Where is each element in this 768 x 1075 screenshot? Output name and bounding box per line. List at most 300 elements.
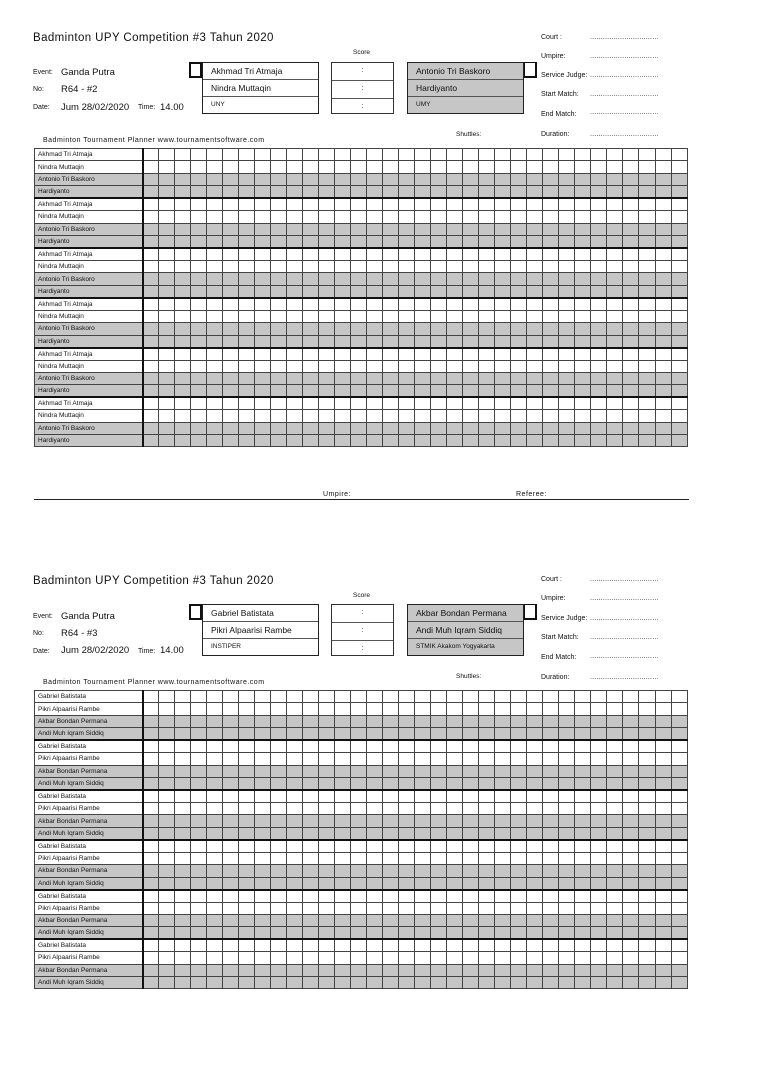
rally-cell[interactable]	[639, 198, 655, 211]
rally-cell[interactable]	[607, 790, 623, 803]
duration-field[interactable]: ................................	[590, 131, 659, 138]
rally-cell[interactable]	[399, 397, 415, 410]
rally-cell[interactable]	[143, 865, 159, 877]
rally-cell[interactable]	[527, 385, 543, 398]
rally-cell[interactable]	[607, 360, 623, 372]
rally-cell[interactable]	[479, 840, 495, 853]
rally-cell[interactable]	[335, 802, 351, 814]
rally-cell[interactable]	[255, 765, 271, 777]
rally-cell[interactable]	[447, 914, 463, 926]
rally-cell[interactable]	[239, 790, 255, 803]
rally-cell[interactable]	[447, 410, 463, 422]
rally-cell[interactable]	[607, 372, 623, 384]
rally-cell[interactable]	[191, 927, 207, 940]
rally-cell[interactable]	[335, 703, 351, 715]
rally-cell[interactable]	[287, 753, 303, 765]
rally-cell[interactable]	[303, 890, 319, 903]
rally-cell[interactable]	[303, 273, 319, 285]
rally-cell[interactable]	[639, 802, 655, 814]
rally-cell[interactable]	[415, 753, 431, 765]
rally-cell[interactable]	[175, 827, 191, 840]
rally-cell[interactable]	[431, 865, 447, 877]
rally-cell[interactable]	[287, 173, 303, 185]
rally-cell[interactable]	[447, 235, 463, 248]
rally-cell[interactable]	[575, 703, 591, 715]
rally-cell[interactable]	[559, 827, 575, 840]
rally-cell[interactable]	[303, 260, 319, 272]
rally-cell[interactable]	[543, 765, 559, 777]
rally-cell[interactable]	[287, 877, 303, 890]
rally-cell[interactable]	[191, 952, 207, 964]
rally-cell[interactable]	[287, 890, 303, 903]
rally-cell[interactable]	[335, 360, 351, 372]
rally-cell[interactable]	[335, 890, 351, 903]
rally-cell[interactable]	[607, 149, 623, 161]
rally-cell[interactable]	[495, 728, 511, 741]
rally-cell[interactable]	[319, 298, 335, 311]
rally-cell[interactable]	[431, 703, 447, 715]
rally-cell[interactable]	[527, 877, 543, 890]
score-game-1[interactable]: :	[332, 605, 393, 623]
rally-cell[interactable]	[671, 740, 687, 753]
rally-cell[interactable]	[175, 703, 191, 715]
rally-cell[interactable]	[607, 298, 623, 311]
rally-cell[interactable]	[271, 952, 287, 964]
rally-cell[interactable]	[271, 348, 287, 361]
rally-cell[interactable]	[175, 964, 191, 976]
rally-cell[interactable]	[415, 728, 431, 741]
rally-cell[interactable]	[575, 765, 591, 777]
rally-cell[interactable]	[415, 410, 431, 422]
rally-cell[interactable]	[367, 323, 383, 335]
rally-cell[interactable]	[271, 815, 287, 827]
rally-cell[interactable]	[463, 927, 479, 940]
rally-cell[interactable]	[447, 273, 463, 285]
rally-cell[interactable]	[591, 964, 607, 976]
rally-cell[interactable]	[639, 728, 655, 741]
rally-cell[interactable]	[335, 765, 351, 777]
rally-cell[interactable]	[191, 273, 207, 285]
rally-cell[interactable]	[527, 840, 543, 853]
rally-cell[interactable]	[623, 323, 639, 335]
rally-cell[interactable]	[223, 273, 239, 285]
rally-cell[interactable]	[479, 777, 495, 790]
rally-cell[interactable]	[239, 877, 255, 890]
rally-cell[interactable]	[399, 802, 415, 814]
rally-cell[interactable]	[287, 422, 303, 434]
rally-cell[interactable]	[639, 173, 655, 185]
rally-cell[interactable]	[479, 952, 495, 964]
rally-cell[interactable]	[559, 977, 575, 989]
rally-cell[interactable]	[527, 397, 543, 410]
rally-cell[interactable]	[287, 385, 303, 398]
rally-cell[interactable]	[287, 939, 303, 952]
rally-cell[interactable]	[175, 927, 191, 940]
rally-cell[interactable]	[495, 285, 511, 298]
rally-cell[interactable]	[495, 298, 511, 311]
rally-cell[interactable]	[255, 186, 271, 199]
rally-cell[interactable]	[335, 865, 351, 877]
rally-cell[interactable]	[495, 223, 511, 235]
rally-cell[interactable]	[399, 777, 415, 790]
rally-cell[interactable]	[271, 877, 287, 890]
rally-cell[interactable]	[479, 852, 495, 864]
rally-cell[interactable]	[383, 802, 399, 814]
rally-cell[interactable]	[639, 149, 655, 161]
rally-cell[interactable]	[207, 927, 223, 940]
rally-cell[interactable]	[479, 802, 495, 814]
rally-cell[interactable]	[207, 298, 223, 311]
rally-cell[interactable]	[335, 435, 351, 447]
rally-cell[interactable]	[191, 740, 207, 753]
rally-cell[interactable]	[431, 691, 447, 703]
rally-cell[interactable]	[607, 703, 623, 715]
rally-cell[interactable]	[671, 161, 687, 173]
rally-cell[interactable]	[527, 260, 543, 272]
rally-cell[interactable]	[415, 348, 431, 361]
rally-cell[interactable]	[463, 765, 479, 777]
rally-cell[interactable]	[239, 298, 255, 311]
rally-cell[interactable]	[319, 827, 335, 840]
rally-cell[interactable]	[287, 691, 303, 703]
rally-cell[interactable]	[591, 902, 607, 914]
rally-cell[interactable]	[207, 952, 223, 964]
rally-cell[interactable]	[431, 410, 447, 422]
rally-cell[interactable]	[383, 410, 399, 422]
rally-cell[interactable]	[559, 298, 575, 311]
rally-cell[interactable]	[527, 939, 543, 952]
rally-cell[interactable]	[159, 235, 175, 248]
rally-cell[interactable]	[159, 815, 175, 827]
rally-cell[interactable]	[303, 211, 319, 223]
rally-cell[interactable]	[511, 777, 527, 790]
rally-cell[interactable]	[399, 211, 415, 223]
rally-cell[interactable]	[351, 827, 367, 840]
rally-cell[interactable]	[591, 310, 607, 322]
rally-cell[interactable]	[255, 777, 271, 790]
rally-cell[interactable]	[287, 161, 303, 173]
rally-cell[interactable]	[191, 865, 207, 877]
rally-cell[interactable]	[511, 435, 527, 447]
rally-cell[interactable]	[511, 802, 527, 814]
rally-cell[interactable]	[271, 397, 287, 410]
rally-cell[interactable]	[255, 235, 271, 248]
rally-cell[interactable]	[351, 360, 367, 372]
rally-cell[interactable]	[463, 790, 479, 803]
rally-cell[interactable]	[415, 260, 431, 272]
rally-cell[interactable]	[287, 223, 303, 235]
rally-cell[interactable]	[431, 260, 447, 272]
rally-cell[interactable]	[223, 310, 239, 322]
rally-cell[interactable]	[383, 360, 399, 372]
rally-cell[interactable]	[431, 840, 447, 853]
rally-cell[interactable]	[399, 840, 415, 853]
rally-cell[interactable]	[639, 422, 655, 434]
rally-cell[interactable]	[607, 964, 623, 976]
rally-cell[interactable]	[623, 149, 639, 161]
rally-cell[interactable]	[335, 815, 351, 827]
rally-cell[interactable]	[671, 211, 687, 223]
rally-cell[interactable]	[191, 827, 207, 840]
rally-cell[interactable]	[255, 865, 271, 877]
rally-cell[interactable]	[159, 852, 175, 864]
rally-cell[interactable]	[175, 348, 191, 361]
rally-cell[interactable]	[511, 977, 527, 989]
rally-cell[interactable]	[655, 977, 671, 989]
rally-cell[interactable]	[431, 422, 447, 434]
rally-cell[interactable]	[607, 198, 623, 211]
rally-cell[interactable]	[271, 703, 287, 715]
rally-cell[interactable]	[207, 323, 223, 335]
rally-cell[interactable]	[335, 223, 351, 235]
rally-cell[interactable]	[463, 691, 479, 703]
rally-cell[interactable]	[383, 765, 399, 777]
rally-cell[interactable]	[191, 939, 207, 952]
rally-cell[interactable]	[655, 728, 671, 741]
rally-cell[interactable]	[175, 385, 191, 398]
rally-cell[interactable]	[191, 149, 207, 161]
rally-cell[interactable]	[623, 385, 639, 398]
rally-cell[interactable]	[479, 285, 495, 298]
rally-cell[interactable]	[463, 285, 479, 298]
rally-cell[interactable]	[431, 952, 447, 964]
rally-cell[interactable]	[271, 235, 287, 248]
rally-cell[interactable]	[511, 753, 527, 765]
rally-cell[interactable]	[479, 715, 495, 727]
rally-cell[interactable]	[191, 223, 207, 235]
rally-cell[interactable]	[511, 173, 527, 185]
rally-cell[interactable]	[239, 914, 255, 926]
rally-cell[interactable]	[511, 211, 527, 223]
rally-cell[interactable]	[623, 964, 639, 976]
rally-cell[interactable]	[671, 285, 687, 298]
rally-cell[interactable]	[255, 198, 271, 211]
rally-cell[interactable]	[431, 186, 447, 199]
rally-cell[interactable]	[191, 186, 207, 199]
rally-cell[interactable]	[591, 865, 607, 877]
rally-cell[interactable]	[175, 149, 191, 161]
rally-cell[interactable]	[607, 211, 623, 223]
rally-cell[interactable]	[143, 348, 159, 361]
rally-cell[interactable]	[351, 435, 367, 447]
rally-cell[interactable]	[399, 765, 415, 777]
rally-cell[interactable]	[319, 310, 335, 322]
rally-cell[interactable]	[303, 715, 319, 727]
rally-cell[interactable]	[399, 703, 415, 715]
rally-cell[interactable]	[655, 186, 671, 199]
rally-cell[interactable]	[447, 840, 463, 853]
rally-cell[interactable]	[303, 877, 319, 890]
rally-cell[interactable]	[543, 435, 559, 447]
rally-cell[interactable]	[223, 753, 239, 765]
rally-cell[interactable]	[671, 348, 687, 361]
rally-cell[interactable]	[639, 348, 655, 361]
end-match-field[interactable]: ................................	[590, 109, 659, 116]
rally-cell[interactable]	[575, 852, 591, 864]
rally-cell[interactable]	[431, 765, 447, 777]
rally-cell[interactable]	[255, 728, 271, 741]
rally-cell[interactable]	[415, 790, 431, 803]
rally-cell[interactable]	[511, 952, 527, 964]
rally-cell[interactable]	[207, 914, 223, 926]
rally-cell[interactable]	[575, 211, 591, 223]
rally-cell[interactable]	[655, 927, 671, 940]
rally-cell[interactable]	[207, 890, 223, 903]
rally-cell[interactable]	[591, 223, 607, 235]
rally-cell[interactable]	[495, 397, 511, 410]
rally-cell[interactable]	[431, 914, 447, 926]
rally-cell[interactable]	[159, 952, 175, 964]
rally-cell[interactable]	[655, 715, 671, 727]
rally-cell[interactable]	[239, 927, 255, 940]
rally-cell[interactable]	[495, 740, 511, 753]
rally-cell[interactable]	[527, 715, 543, 727]
rally-cell[interactable]	[607, 435, 623, 447]
rally-cell[interactable]	[319, 285, 335, 298]
rally-cell[interactable]	[191, 840, 207, 853]
rally-cell[interactable]	[543, 198, 559, 211]
rally-cell[interactable]	[575, 348, 591, 361]
rally-cell[interactable]	[527, 765, 543, 777]
rally-cell[interactable]	[543, 173, 559, 185]
rally-cell[interactable]	[463, 335, 479, 348]
rally-cell[interactable]	[175, 765, 191, 777]
rally-cell[interactable]	[271, 161, 287, 173]
rally-cell[interactable]	[447, 435, 463, 447]
rally-cell[interactable]	[623, 740, 639, 753]
rally-cell[interactable]	[431, 298, 447, 311]
rally-cell[interactable]	[223, 777, 239, 790]
rally-cell[interactable]	[383, 198, 399, 211]
rally-cell[interactable]	[239, 235, 255, 248]
rally-cell[interactable]	[271, 435, 287, 447]
rally-cell[interactable]	[255, 815, 271, 827]
rally-cell[interactable]	[511, 852, 527, 864]
rally-cell[interactable]	[335, 740, 351, 753]
rally-cell[interactable]	[463, 323, 479, 335]
rally-cell[interactable]	[575, 777, 591, 790]
rally-cell[interactable]	[607, 410, 623, 422]
rally-cell[interactable]	[559, 335, 575, 348]
rally-cell[interactable]	[671, 298, 687, 311]
rally-cell[interactable]	[495, 790, 511, 803]
rally-cell[interactable]	[495, 977, 511, 989]
rally-cell[interactable]	[495, 877, 511, 890]
rally-cell[interactable]	[431, 385, 447, 398]
rally-cell[interactable]	[671, 865, 687, 877]
rally-cell[interactable]	[159, 753, 175, 765]
rally-cell[interactable]	[159, 740, 175, 753]
rally-cell[interactable]	[543, 235, 559, 248]
rally-cell[interactable]	[447, 827, 463, 840]
rally-cell[interactable]	[463, 260, 479, 272]
rally-cell[interactable]	[143, 335, 159, 348]
rally-cell[interactable]	[447, 173, 463, 185]
rally-cell[interactable]	[175, 802, 191, 814]
rally-cell[interactable]	[255, 260, 271, 272]
rally-cell[interactable]	[575, 977, 591, 989]
rally-cell[interactable]	[543, 815, 559, 827]
rally-cell[interactable]	[175, 728, 191, 741]
end-match-field[interactable]: ................................	[590, 653, 659, 660]
rally-cell[interactable]	[351, 728, 367, 741]
rally-cell[interactable]	[287, 410, 303, 422]
rally-cell[interactable]	[319, 360, 335, 372]
rally-cell[interactable]	[511, 310, 527, 322]
rally-cell[interactable]	[655, 161, 671, 173]
rally-cell[interactable]	[143, 310, 159, 322]
rally-cell[interactable]	[575, 902, 591, 914]
rally-cell[interactable]	[399, 852, 415, 864]
rally-cell[interactable]	[607, 952, 623, 964]
rally-cell[interactable]	[399, 235, 415, 248]
rally-cell[interactable]	[207, 815, 223, 827]
rally-cell[interactable]	[463, 728, 479, 741]
rally-cell[interactable]	[223, 372, 239, 384]
rally-cell[interactable]	[639, 186, 655, 199]
rally-cell[interactable]	[479, 753, 495, 765]
rally-cell[interactable]	[143, 691, 159, 703]
rally-cell[interactable]	[447, 397, 463, 410]
rally-cell[interactable]	[479, 728, 495, 741]
rally-cell[interactable]	[399, 927, 415, 940]
rally-cell[interactable]	[671, 914, 687, 926]
rally-cell[interactable]	[415, 777, 431, 790]
rally-cell[interactable]	[447, 802, 463, 814]
rally-cell[interactable]	[175, 372, 191, 384]
rally-cell[interactable]	[607, 852, 623, 864]
rally-cell[interactable]	[335, 977, 351, 989]
rally-cell[interactable]	[495, 865, 511, 877]
rally-cell[interactable]	[399, 385, 415, 398]
rally-cell[interactable]	[287, 728, 303, 741]
rally-cell[interactable]	[431, 890, 447, 903]
rally-cell[interactable]	[655, 273, 671, 285]
rally-cell[interactable]	[623, 310, 639, 322]
court-field[interactable]: ................................	[590, 576, 659, 583]
rally-cell[interactable]	[239, 410, 255, 422]
rally-cell[interactable]	[143, 161, 159, 173]
rally-cell[interactable]	[175, 186, 191, 199]
rally-cell[interactable]	[671, 397, 687, 410]
rally-cell[interactable]	[351, 703, 367, 715]
rally-cell[interactable]	[207, 235, 223, 248]
rally-cell[interactable]	[383, 691, 399, 703]
rally-cell[interactable]	[399, 335, 415, 348]
rally-cell[interactable]	[671, 198, 687, 211]
rally-cell[interactable]	[623, 852, 639, 864]
rally-cell[interactable]	[143, 753, 159, 765]
rally-cell[interactable]	[543, 298, 559, 311]
rally-cell[interactable]	[623, 840, 639, 853]
rally-cell[interactable]	[415, 902, 431, 914]
rally-cell[interactable]	[303, 777, 319, 790]
rally-cell[interactable]	[639, 890, 655, 903]
rally-cell[interactable]	[575, 952, 591, 964]
rally-cell[interactable]	[159, 223, 175, 235]
rally-cell[interactable]	[383, 852, 399, 864]
rally-cell[interactable]	[367, 952, 383, 964]
rally-cell[interactable]	[191, 728, 207, 741]
rally-cell[interactable]	[479, 310, 495, 322]
rally-cell[interactable]	[415, 285, 431, 298]
rally-cell[interactable]	[335, 211, 351, 223]
rally-cell[interactable]	[415, 435, 431, 447]
rally-cell[interactable]	[303, 335, 319, 348]
rally-cell[interactable]	[655, 753, 671, 765]
rally-cell[interactable]	[575, 360, 591, 372]
rally-cell[interactable]	[495, 211, 511, 223]
